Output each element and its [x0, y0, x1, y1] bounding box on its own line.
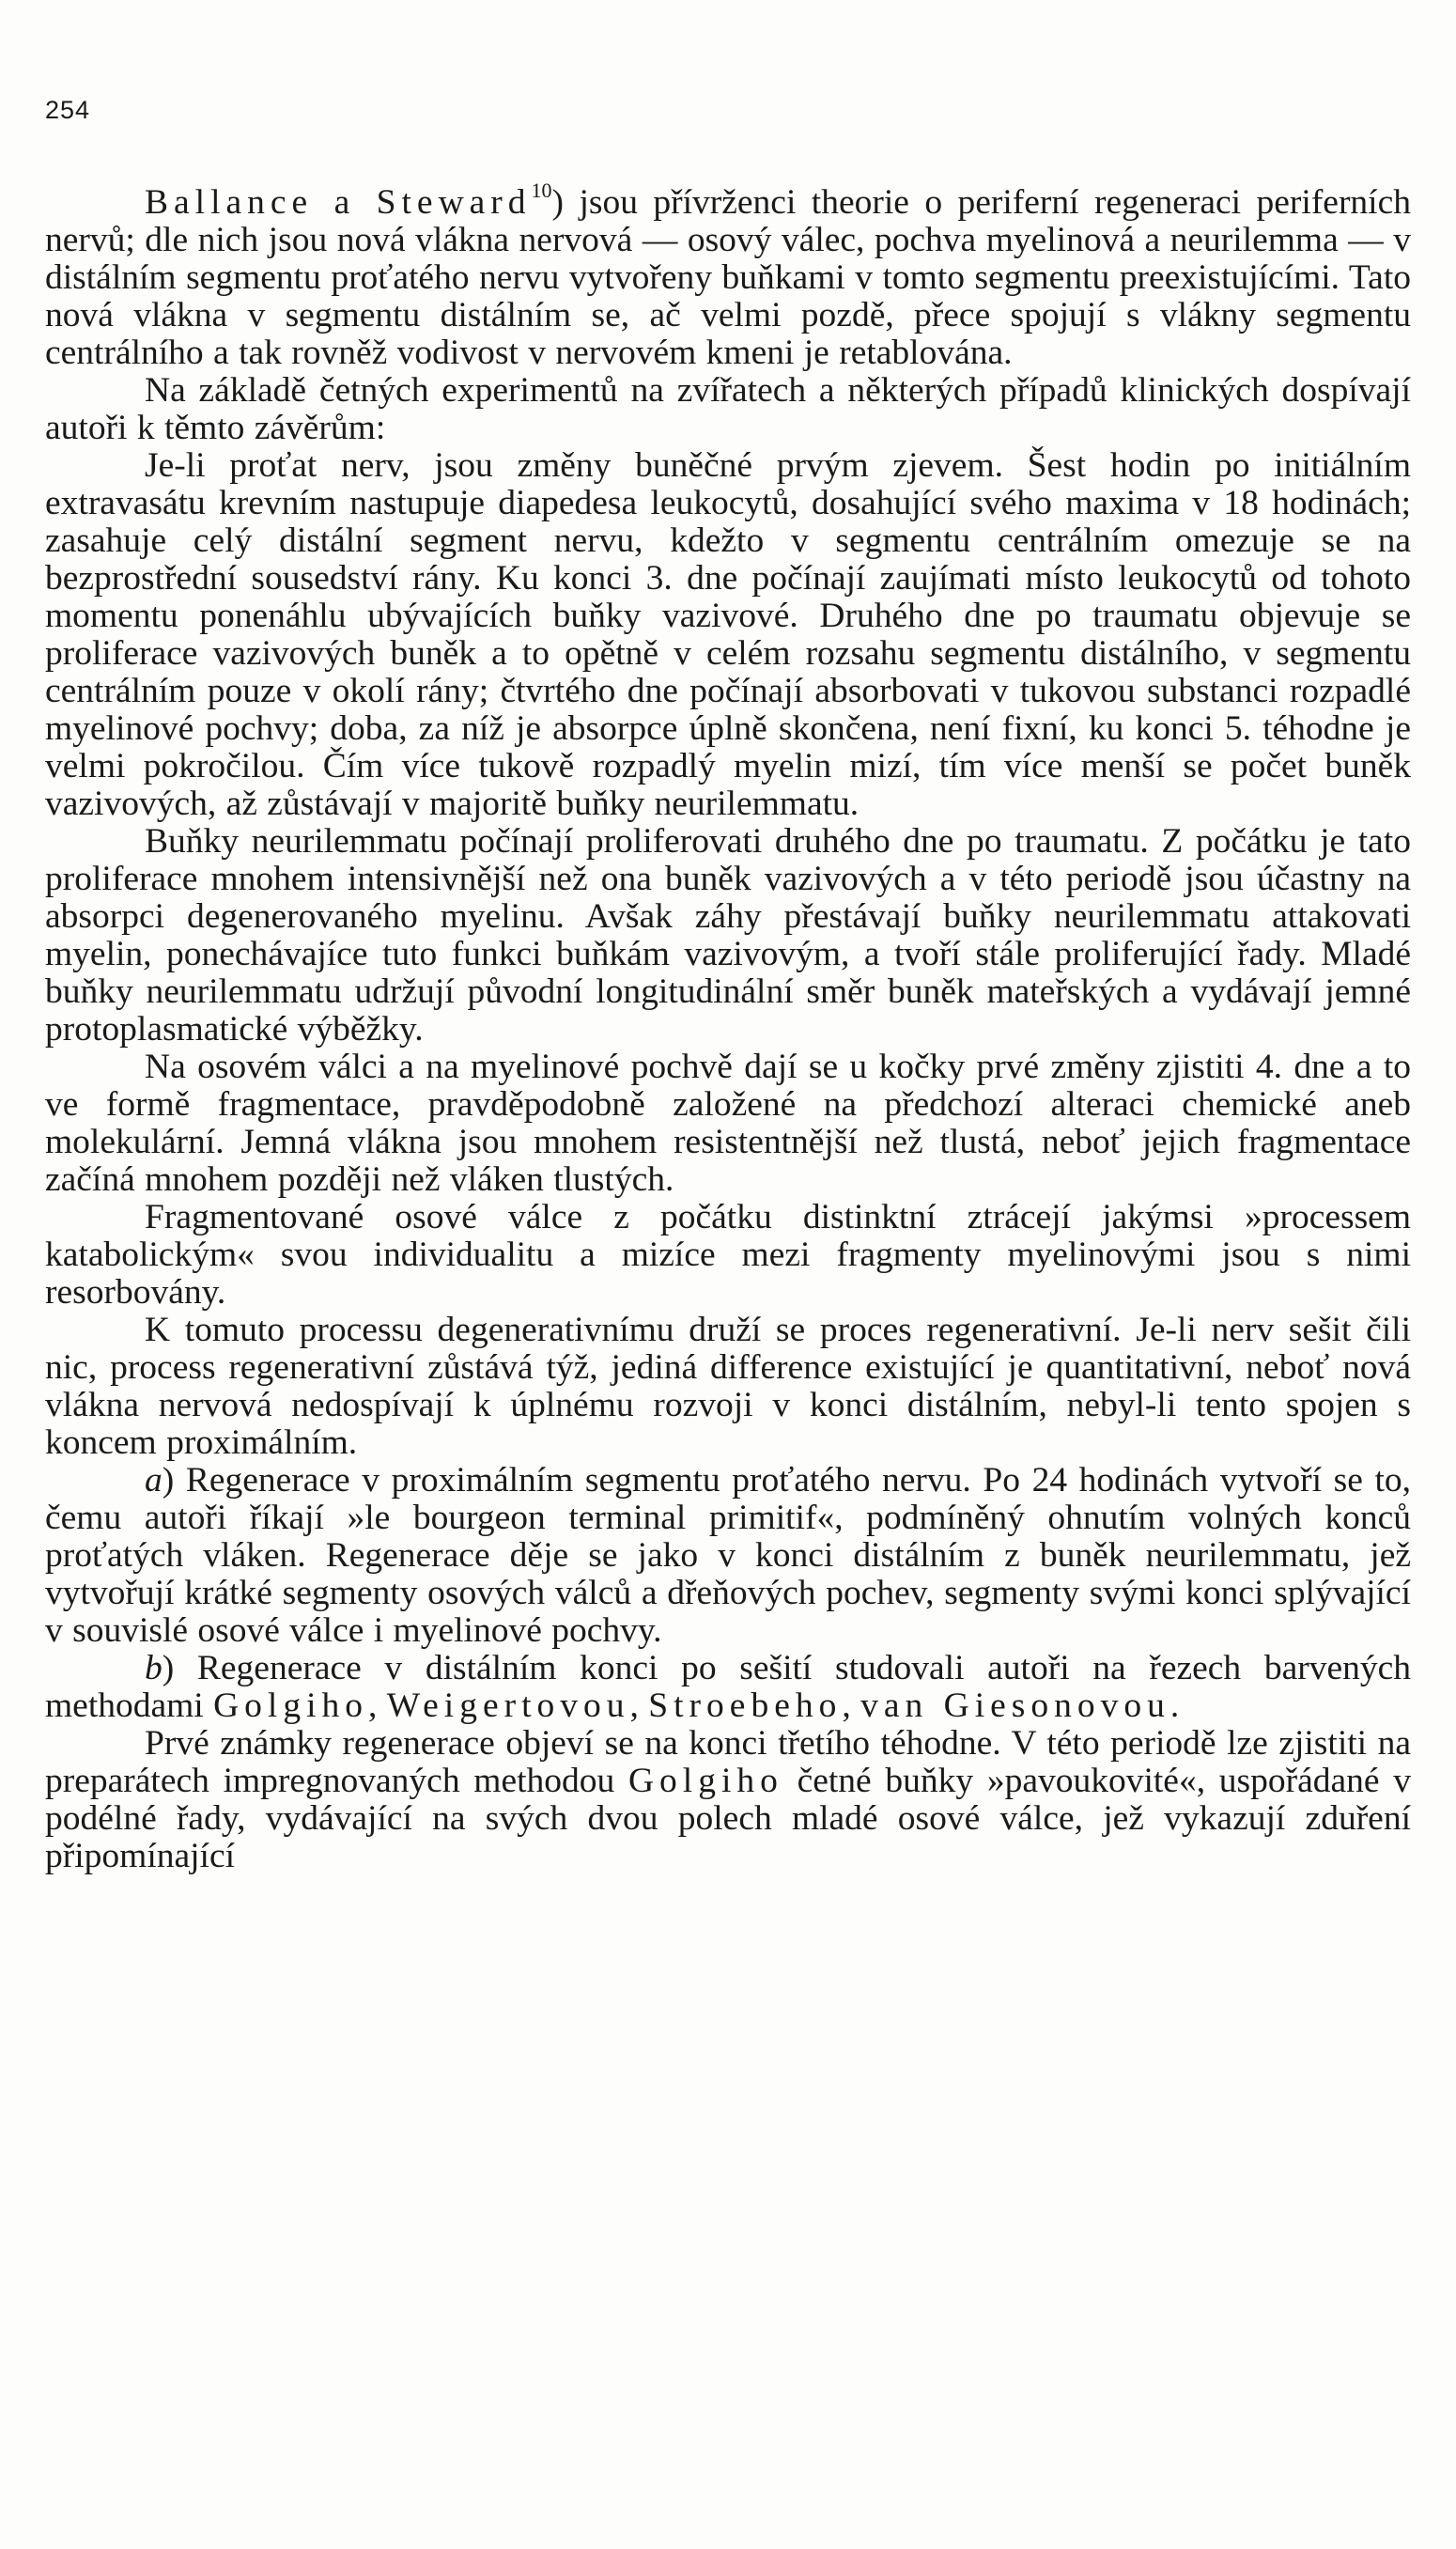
- text-run: Prvé známky regenerace objeví se na konci třetího téhodne. V této periodě lze zjistiti na preparátech impregnovaných methodou: [45, 1724, 1411, 1800]
- paragraph: [45, 372, 1411, 447]
- text-run: ,: [842, 1686, 861, 1725]
- text-run: ) jsou přívrženci theorie o periferní regeneraci periferních nervů; dle nich jsou nová vlákna nervová — osový válec, pochva myelinová a neurilemma — v distálním segmentu proťatého nervu vytvořeny buňkami v tomto segmentu preexistujícími. Tato nová vlákna v segmentu distálním se, ač velmi pozdě, přece spojují s vlákny segmentu centrálního a tak rovněž vodivost v nervovém kmeni je retablována.: [45, 183, 1411, 372]
- text-run: ,: [368, 1686, 387, 1725]
- paragraph: [45, 1650, 1411, 1725]
- paragraph: [45, 1199, 1411, 1312]
- text-run: ,: [629, 1686, 649, 1725]
- text-run: K tomuto processu degenerativnímu druží se proces regenerativní. Je-li nerv sešit čili nic, process regenerativní zůstává týž, jediná difference existující je quantitativní, neboť nová vlákna nervová nedospívají k úplnému rozvoji v konci distálním, nebyl-li tento spojen s koncem proximálním.: [45, 1311, 1411, 1462]
- text-run: Je-li proťat nerv, jsou změny buněčné prvým zjevem. Šest hodin po initiálním extravasátu krevním nastupuje diapedesa leukocytů, dosahující svého maxima v 18 hodinách; zasahuje celý distální segment nervu, kdežto v segmentu centrálním omezuje se na bezprostřední sousedství rány. Ku konci 3. dne počínají zaujímati místo leukocytů od tohoto momentu ponenáhlu ubývajících buňky vazivové. Druhého dne po traumatu objevuje se proliferace vazivových buněk a to opětně v celém rozsahu segmentu distálního, v segmentu centrálním pouze v okolí rány; čtvrtého dne počínají absorbovati v tukovou substanci rozpadlé myelinové pochvy; doba, za níž je absorpce úplně skončena, není fixní, ku konci 5. téhodne je velmi pokročilou. Čím více tukově rozpadlý myelin mizí, tím více menší se počet buněk vazivových, až zůstávají v majoritě buňky neurilemmatu.: [45, 446, 1411, 823]
- paragraph: [45, 823, 1411, 1049]
- author-name: Golgiho: [627, 1762, 783, 1800]
- paragraph: [45, 1462, 1411, 1650]
- paragraph: [45, 178, 1411, 372]
- text-run: .: [1169, 1686, 1180, 1725]
- author-name: Stroebeho: [648, 1686, 843, 1725]
- text-run: Na základě četných experimentů na zvířatech a některých případů klinických dospívají autoři k těmto závěrům:: [45, 371, 1411, 447]
- text-run: a: [145, 1461, 163, 1500]
- author-name: Ballance a Steward: [145, 183, 532, 222]
- text-run: b: [145, 1649, 163, 1687]
- paragraph: [45, 447, 1411, 823]
- body-text: [45, 178, 1411, 1875]
- footnote-ref: 10: [531, 178, 552, 202]
- paragraph: [45, 1049, 1411, 1199]
- page-number: 254: [45, 96, 91, 124]
- text-run: Buňky neurilemmatu počínají proliferovati druhého dne po traumatu. Z počátku je tato proliferace mnohem intensivnější než ona buněk vazivových a v této periodě jsou účastny na absorpci degenerovaného myelinu. Avšak záhy přestávají buňky neurilemmatu attakovati myelin, ponechávajíce tuto funkci buňkám vazivovým, a tvoří stále proliferující řady. Mladé buňky neurilemmatu udržují původní longitudinální směr buněk mateřských a vydávají jemné protoplasmatické výběžky.: [45, 822, 1411, 1049]
- text-run: Na osovém válci a na myelinové pochvě dají se u kočky prvé změny zjistiti 4. dne a to ve formě fragmentace, pravděpodobně založené na předchozí alteraci chemické aneb molekulární. Jemná vlákna jsou mnohem resistentnější než tlustá, neboť jejich fragmentace začíná mnohem později než vláken tlustých.: [45, 1048, 1411, 1199]
- text-run: ) Regenerace v proximálním segmentu proťatého nervu. Po 24 hodinách vytvoří se to, čemu autoři říkají »le bourgeon terminal primitif«, podmíněný ohnutím volných konců proťatých vláken. Regenerace děje se jako v konci distálním z buněk neurilemmatu, jež vytvořují krátké segmenty osových válců a dřeňových pochev, segmenty svými konci splývající v souvislé osové válce i myelinové pochvy.: [45, 1461, 1411, 1650]
- author-name: van Giesonovou: [860, 1686, 1170, 1725]
- text-run: Fragmentované osové válce z počátku distinktní ztrácejí jakýmsi »processem katabolickým« svou individualitu a mizíce mezi fragmenty myelinovými jsou s nimi resorbovány.: [45, 1198, 1411, 1312]
- paragraph: [45, 1312, 1411, 1462]
- text-run: četné buňky »pavoukovité«, uspořádané v podélné řady, vydávající na svých dvou polech mladé osové válce, jež vykazují zduření připomínající: [45, 1762, 1411, 1875]
- paragraph: [45, 1725, 1411, 1875]
- text-run: ) Regenerace v distálním konci po sešití studovali autoři na řezech barvených methodami: [45, 1649, 1411, 1725]
- author-name: Weigertovou: [386, 1686, 630, 1725]
- author-name: Golgiho: [213, 1686, 369, 1725]
